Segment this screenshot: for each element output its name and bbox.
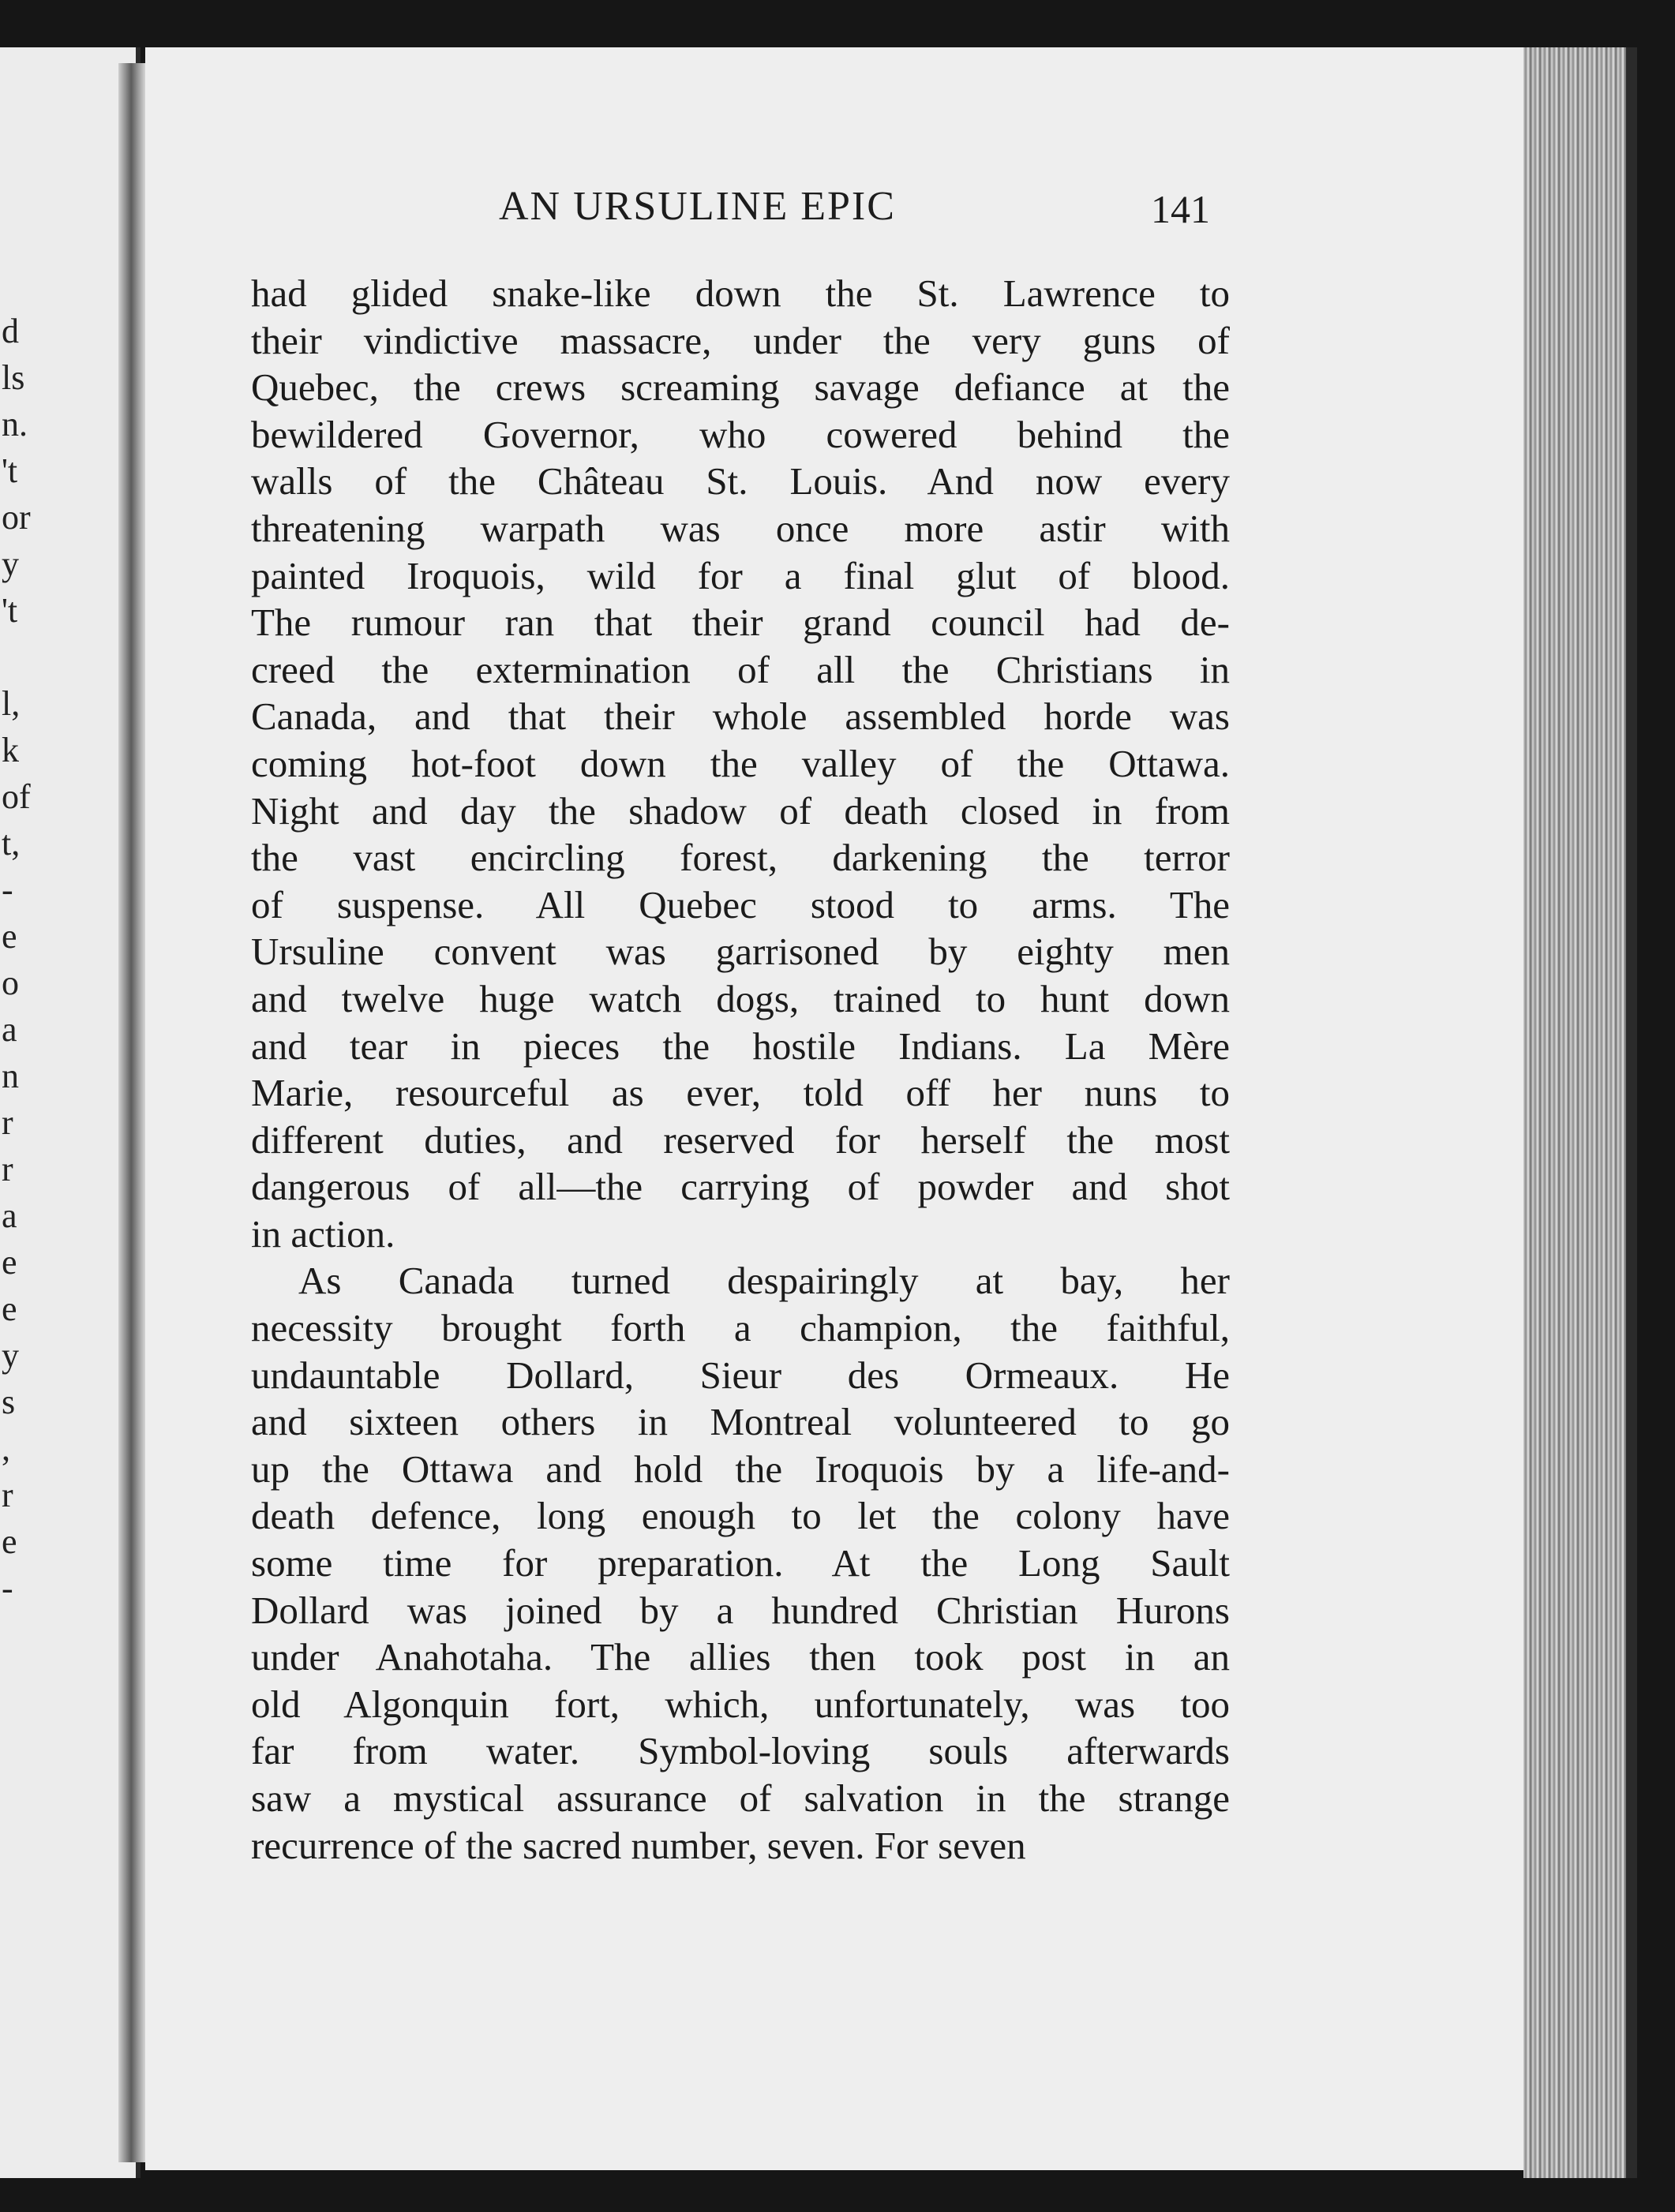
book-gutter xyxy=(118,63,147,2162)
text-line: saw a mystical assurance of salvation in the strange xyxy=(251,1776,1230,1820)
text-line: old Algonquin fort, which, unfortunately, was too xyxy=(251,1682,1230,1726)
text-line: dangerous of all—the carrying of powder and shot xyxy=(251,1165,1230,1209)
text-line: The rumour ran that their grand council had de- xyxy=(251,601,1230,645)
text-line: Ursuline convent was garrisoned by eighty men xyxy=(251,930,1230,974)
text-line: up the Ottawa and hold the Iroquois by a life-and- xyxy=(251,1447,1230,1491)
text-line: Dollard was joined by a hundred Christian Hurons xyxy=(251,1588,1230,1632)
left-page-fragment: r xyxy=(2,1476,13,1514)
text-line: under Anahotaha. The allies then took post in an xyxy=(251,1635,1230,1679)
text-line: coming hot-foot down the valley of the Ottawa. xyxy=(251,741,1230,785)
text-line: As Canada turned despairingly at bay, her xyxy=(298,1259,1230,1303)
text-line: Marie, resourceful as ever, told off her nuns to xyxy=(251,1071,1230,1115)
left-page-fragment: - xyxy=(2,870,13,909)
text-line: recurrence of the sacred number, seven. For seven xyxy=(251,1823,1026,1867)
left-page-fragment: y xyxy=(2,1336,19,1375)
text-line: creed the extermination of all the Christians in xyxy=(251,647,1230,691)
text-line: Canada, and that their whole assembled horde was xyxy=(251,694,1230,739)
left-page-fragment: a xyxy=(2,1196,17,1235)
left-page-fragment: - xyxy=(2,1569,13,1608)
text-line: far from water. Symbol-loving souls afterwards xyxy=(251,1729,1230,1773)
left-page-fragment: e xyxy=(2,1243,17,1282)
text-line: death defence, long enough to let the colony have xyxy=(251,1494,1230,1538)
text-line: in action. xyxy=(251,1211,395,1256)
left-page-fragment: a xyxy=(2,1010,17,1049)
text-line: Night and day the shadow of death closed in from xyxy=(251,788,1230,833)
text-line: Quebec, the crews screaming savage defiance at the xyxy=(251,365,1230,410)
left-page-fragment: n. xyxy=(2,405,28,444)
text-line: the vast encircling forest, darkening the terror xyxy=(251,836,1230,880)
left-page-fragment: , xyxy=(2,1429,10,1468)
text-line: walls of the Château St. Louis. And now every xyxy=(251,459,1230,503)
page-number: 141 xyxy=(1151,187,1210,231)
left-page-fragment: o xyxy=(2,964,19,1002)
left-page-fragment: e xyxy=(2,1522,17,1561)
page-edges xyxy=(1523,47,1637,2178)
text-line: their vindictive massacre, under the very guns of xyxy=(251,318,1230,362)
text-line: of suspense. All Quebec stood to arms. The xyxy=(251,882,1230,926)
left-page-fragment: e xyxy=(2,917,17,956)
left-page-fragment: ls xyxy=(2,358,25,397)
left-page-fragment: y xyxy=(2,545,19,583)
left-page-fragment: l, xyxy=(2,684,21,723)
text-line: some time for preparation. At the Long Sault xyxy=(251,1541,1230,1585)
text-line: threatening warpath was once more astir with xyxy=(251,506,1230,550)
text-line: necessity brought forth a champion, the faithful, xyxy=(251,1306,1230,1350)
text-line: undauntable Dollard, Sieur des Ormeaux. He xyxy=(251,1353,1230,1397)
left-page-fragment: of xyxy=(2,777,31,816)
left-page-fragment: 't xyxy=(2,591,18,630)
left-page-fragment: or xyxy=(2,498,31,537)
left-page-fragment: e xyxy=(2,1289,17,1328)
left-page-fragments xyxy=(0,308,32,1611)
left-page-fragment: k xyxy=(2,731,19,769)
left-page-fragment: s xyxy=(2,1383,16,1421)
text-line: and twelve huge watch dogs, trained to hunt down xyxy=(251,976,1230,1020)
text-line: had glided snake-like down the St. Lawrence to xyxy=(251,271,1230,315)
text-line: different duties, and reserved for herself the most xyxy=(251,1117,1230,1162)
running-title: AN URSULINE EPIC xyxy=(499,184,896,229)
text-line: and sixteen others in Montreal volunteered to go xyxy=(251,1400,1230,1444)
body-text xyxy=(251,270,1230,1869)
text-line: bewildered Governor, who cowered behind the xyxy=(251,412,1230,456)
left-page-fragment: n xyxy=(2,1057,19,1095)
text-line: and tear in pieces the hostile Indians. La Mère xyxy=(251,1024,1230,1068)
left-page-fragment: d xyxy=(2,312,19,350)
text-line: painted Iroquois, wild for a final glut of blood. xyxy=(251,553,1230,597)
left-page-fragment xyxy=(0,634,32,680)
left-page-fragment: t, xyxy=(2,824,21,863)
left-page-fragment: 't xyxy=(2,451,18,490)
running-head xyxy=(0,183,1675,238)
left-page-fragment: r xyxy=(2,1150,13,1188)
left-page-fragment: r xyxy=(2,1103,13,1142)
